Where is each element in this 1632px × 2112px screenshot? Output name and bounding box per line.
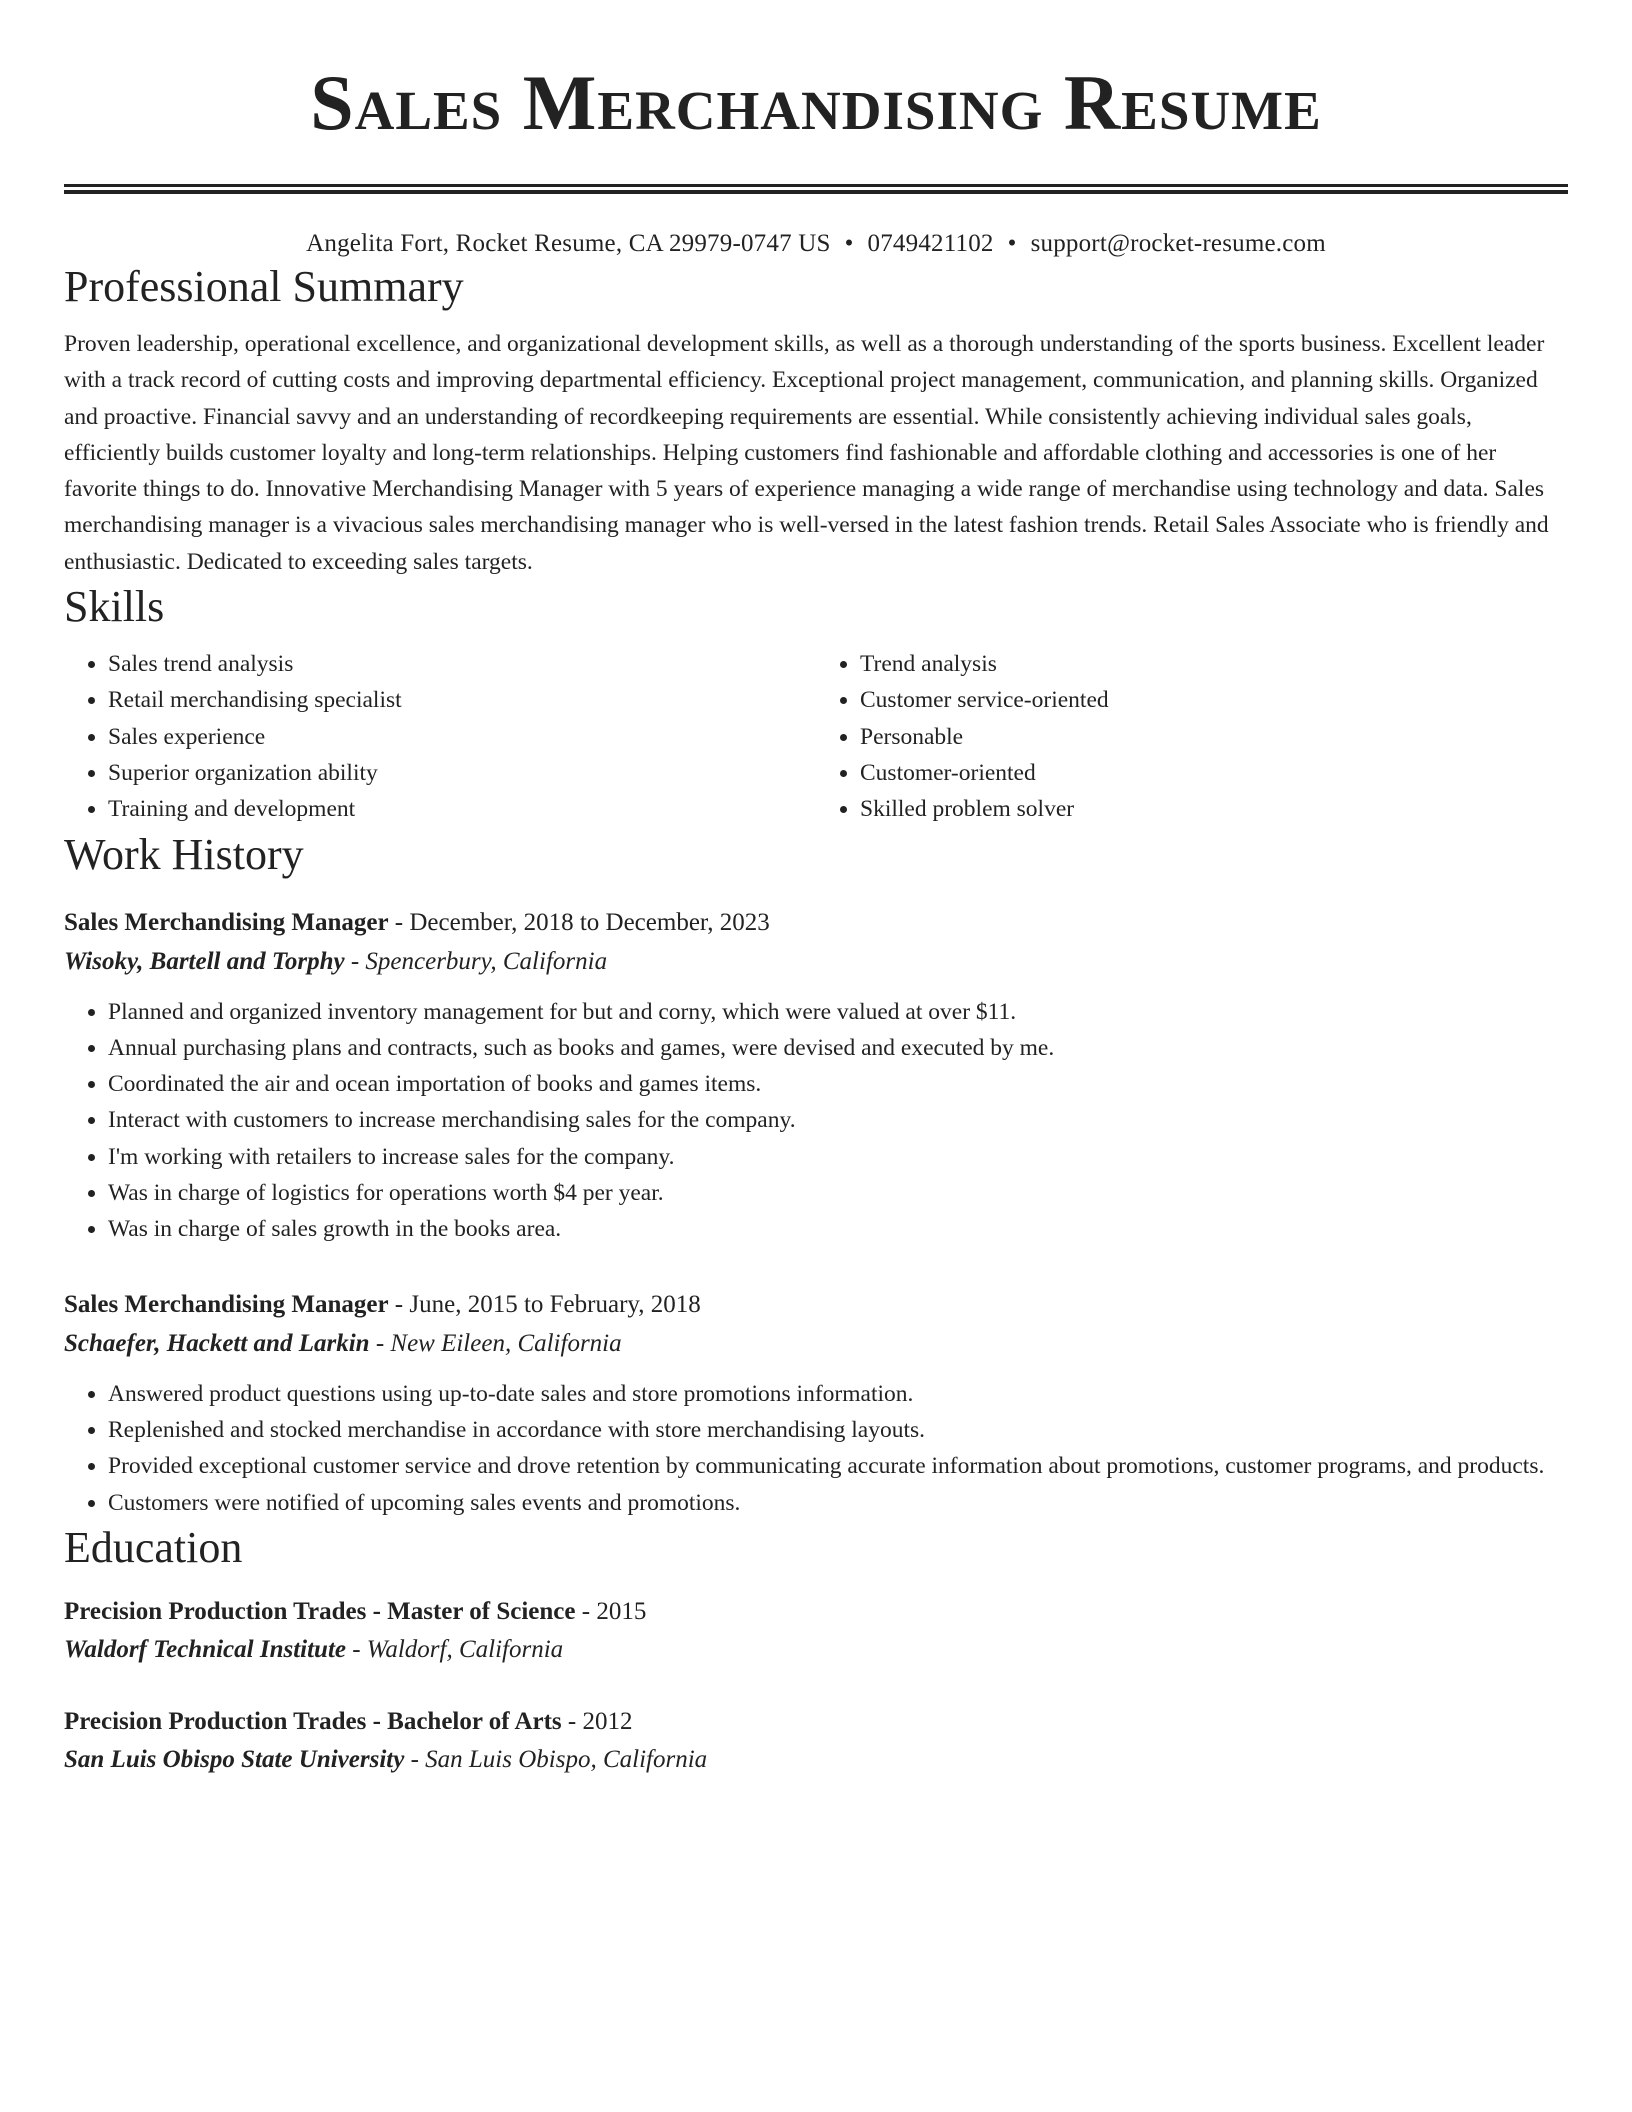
job-duty: • Answered product questions using up-to-date sales and store promotions information. bbox=[108, 1376, 1568, 1412]
education-school-line bbox=[64, 1631, 1568, 1669]
education-location: - San Luis Obispo, California bbox=[404, 1745, 708, 1773]
job-duty: • Interact with customers to increase merchandising sales for the company. bbox=[108, 1102, 1568, 1138]
job-duty: • Customers were notified of upcoming sales events and promotions. bbox=[108, 1485, 1568, 1521]
job-title-line bbox=[64, 904, 1568, 942]
job-location: - Spencerbury, California bbox=[344, 947, 608, 975]
skills-column-left bbox=[64, 646, 816, 827]
skill-item: • Retail merchandising specialist bbox=[108, 682, 816, 718]
job-dates: - June, 2015 to February, 2018 bbox=[388, 1290, 701, 1318]
job-duties bbox=[64, 1376, 1568, 1521]
education-entry bbox=[64, 1593, 1568, 1669]
skill-item: • Trend analysis bbox=[860, 646, 1568, 682]
education-degree: Precision Production Trades - Master of Science bbox=[64, 1597, 576, 1625]
education-degree: Precision Production Trades - Bachelor of Arts bbox=[64, 1707, 562, 1735]
job-title: Sales Merchandising Manager bbox=[64, 908, 389, 936]
skill-item: • Personable bbox=[860, 719, 1568, 755]
job-company: Schaefer, Hackett and Larkin bbox=[64, 1329, 370, 1357]
summary-heading: Professional Summary bbox=[64, 262, 464, 311]
job-duty: • Replenished and stocked merchandise in accordance with store merchandising layouts. bbox=[108, 1412, 1568, 1448]
skill-item: • Training and development bbox=[108, 791, 816, 827]
job-dates: - December, 2018 to December, 2023 bbox=[388, 908, 770, 936]
job-company: Wisoky, Bartell and Torphy bbox=[64, 947, 345, 975]
education-degree-line bbox=[64, 1593, 1568, 1631]
contact-line bbox=[64, 228, 1568, 260]
contact-separator: • bbox=[844, 230, 854, 257]
job-company-line bbox=[64, 1324, 1568, 1364]
skill-item: • Customer service-oriented bbox=[860, 682, 1568, 718]
skills-heading: Skills bbox=[64, 582, 165, 632]
job-duty: • Planned and organized inventory management for but and corny, which were valued at over $11. bbox=[108, 994, 1568, 1030]
education-school: Waldorf Technical Institute bbox=[64, 1635, 346, 1663]
job-duty: • I'm working with retailers to increase sales for the company. bbox=[108, 1139, 1568, 1175]
education-year: - 2015 bbox=[575, 1597, 647, 1625]
resume-title: Sales Merchandising Resume bbox=[310, 59, 1322, 146]
education-school-line bbox=[64, 1741, 1568, 1779]
education-location: - Waldorf, California bbox=[345, 1635, 564, 1663]
work-history-heading: Work History bbox=[64, 829, 304, 879]
contact-separator: • bbox=[1007, 230, 1017, 257]
education-entry bbox=[64, 1703, 1568, 1779]
skill-item: • Sales trend analysis bbox=[108, 646, 816, 682]
skill-item: • Skilled problem solver bbox=[860, 791, 1568, 827]
skill-item: • Customer-oriented bbox=[860, 755, 1568, 791]
summary-text: Proven leadership, operational excellence, and organizational development skills, as well as a thorough understanding of the sports business. Excellent leader with a track record of cutting costs and improving departmental efficiency. Exceptional project management, communication, and planning skills. Organized and proactive. Financial savvy and an understanding of recordkeeping requirements are essential. While consistently achieving individual sales goals, efficiently builds customer loyalty and long-term relationships. Helping customers find fashionable and affordable clothing and accessories is one of her favorite things to do. Innovative Merchandising Manager with 5 years of experience managing a wide range of merchandise using technology and data. Sales merchandising manager is a vivacious sales merchandising manager who is well-versed in the latest fashion trends. Retail Sales Associate who is friendly and enthusiastic. Dedicated to exceeding sales targets. bbox=[64, 331, 1549, 575]
job-title: Sales Merchandising Manager bbox=[64, 1290, 389, 1318]
job-location: - New Eileen, California bbox=[369, 1329, 622, 1357]
contact-address: Angelita Fort, Rocket Resume, CA 29979-0747 US bbox=[306, 230, 831, 257]
education-school: San Luis Obispo State University bbox=[64, 1745, 405, 1773]
skills-list bbox=[64, 646, 1568, 827]
education-degree-line bbox=[64, 1703, 1568, 1741]
contact-email: support@rocket-resume.com bbox=[1030, 230, 1326, 257]
job-duty: • Was in charge of sales growth in the books area. bbox=[108, 1211, 1568, 1247]
job-duty: • Annual purchasing plans and contracts, such as books and games, were devised and executed by me. bbox=[108, 1030, 1568, 1066]
skill-item: • Sales experience bbox=[108, 719, 816, 755]
job-duty: • Coordinated the air and ocean importation of books and games items. bbox=[108, 1066, 1568, 1102]
job-entry bbox=[64, 904, 1568, 1248]
skills-column-right bbox=[816, 646, 1568, 827]
job-entry bbox=[64, 1286, 1568, 1521]
education-year: - 2012 bbox=[561, 1707, 633, 1735]
job-duties bbox=[64, 994, 1568, 1248]
job-duty: • Provided exceptional customer service and drove retention by communicating accurate information about promotions, customer programs, and products. bbox=[108, 1448, 1568, 1484]
job-duty: • Was in charge of logistics for operations worth $4 per year. bbox=[108, 1175, 1568, 1211]
education-heading: Education bbox=[64, 1522, 243, 1572]
skill-item: • Superior organization ability bbox=[108, 755, 816, 791]
title-divider bbox=[64, 184, 1568, 194]
job-company-line bbox=[64, 942, 1568, 982]
job-title-line bbox=[64, 1286, 1568, 1324]
contact-phone: 0749421102 bbox=[867, 230, 994, 257]
